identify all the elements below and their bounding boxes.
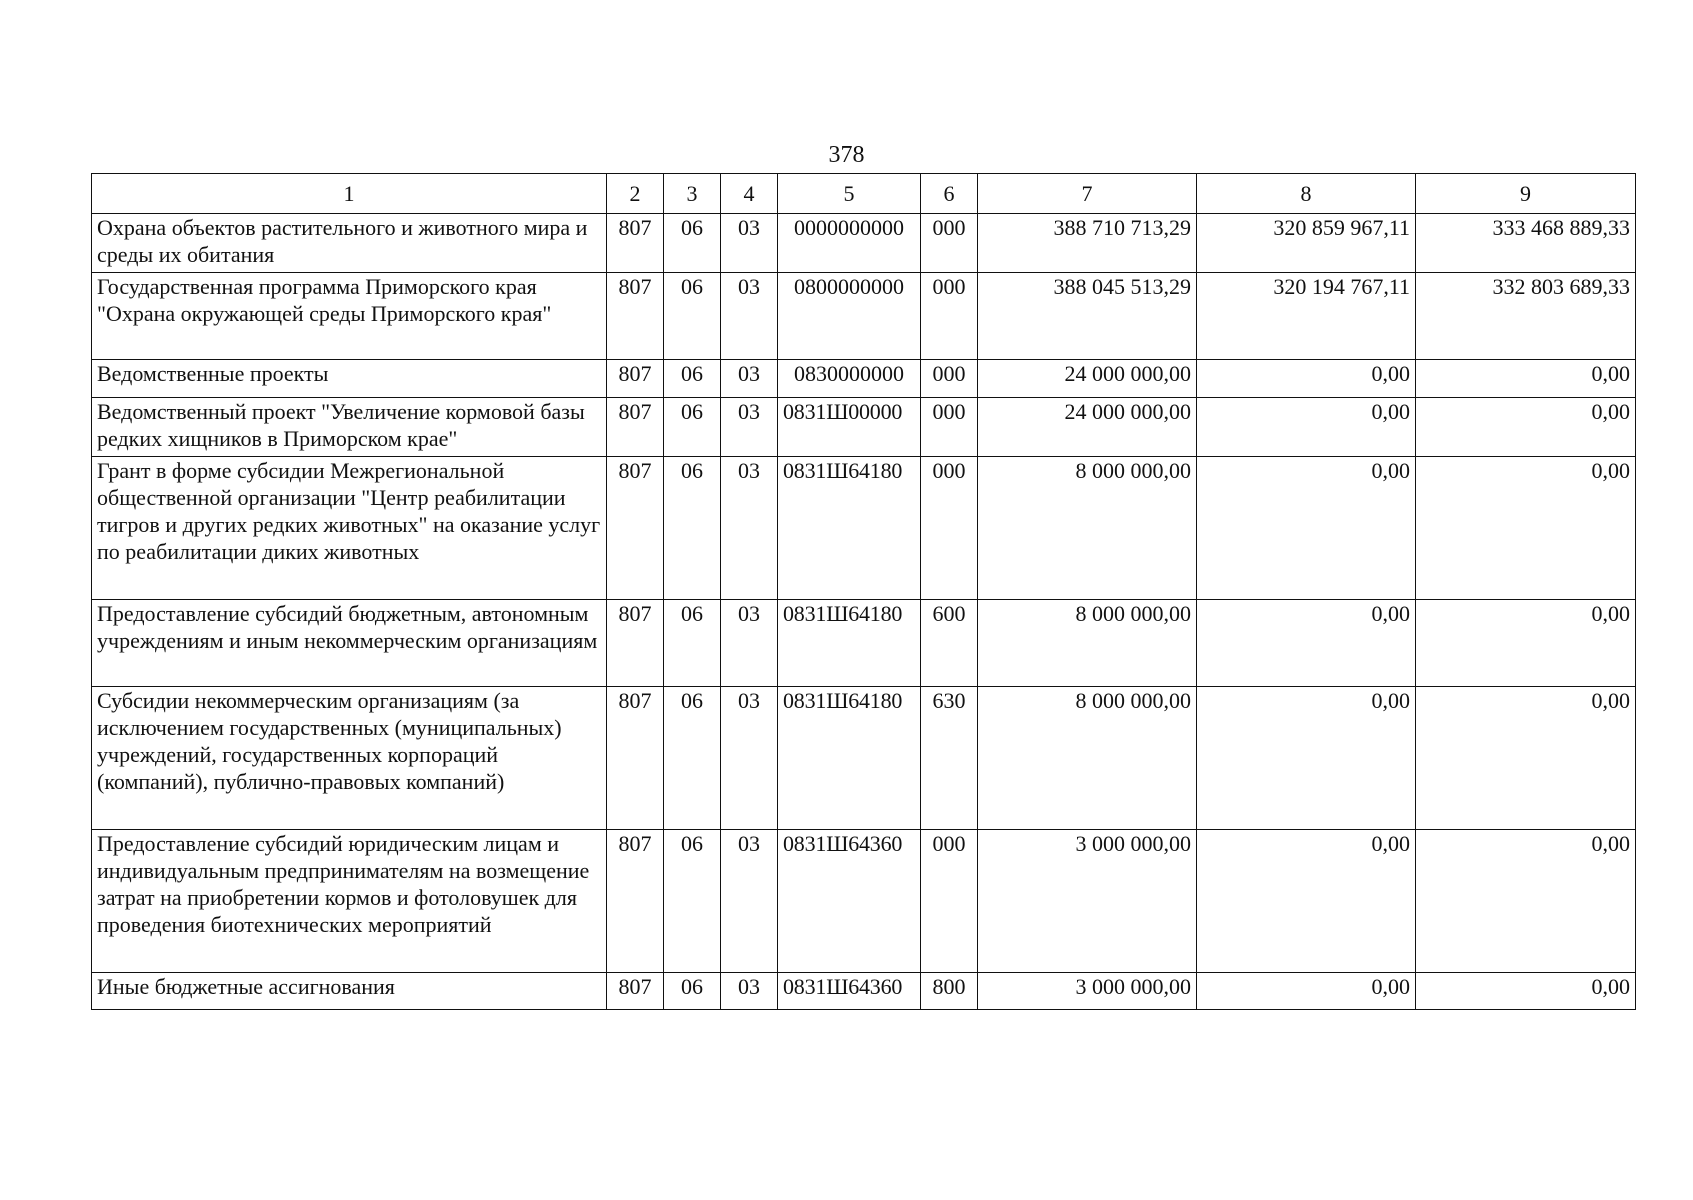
row-target-code: 0831Ш00000: [778, 398, 921, 457]
page-number: 378: [828, 142, 865, 168]
row-amount-col7: 8 000 000,00: [978, 457, 1197, 600]
row-amount-col7: 24 000 000,00: [978, 398, 1197, 457]
row-target-code: 0831Ш64360: [778, 973, 921, 1010]
row-name: Охрана объектов растительного и животного мира и среды их обитания: [92, 214, 607, 273]
row-name: Предоставление субсидий бюджетным, автономным учреждениям и иным некоммерческим организациям: [92, 600, 607, 687]
row-amount-col7: 3 000 000,00: [978, 973, 1197, 1010]
row-expense-type: 600: [921, 600, 978, 687]
row-target-code: 0000000000: [778, 214, 921, 273]
row-expense-type: 000: [921, 360, 978, 398]
row-section: 06: [664, 273, 721, 360]
row-amount-col9: 333 468 889,33: [1416, 214, 1636, 273]
table-row: [92, 830, 1636, 973]
budget-table: [91, 173, 1636, 1010]
row-amount-col9: 0,00: [1416, 360, 1636, 398]
row-subsection: 03: [721, 687, 778, 830]
row-target-code: 0831Ш64360: [778, 830, 921, 973]
row-section: 06: [664, 600, 721, 687]
row-amount-col7: 3 000 000,00: [978, 830, 1197, 973]
table-row: [92, 687, 1636, 830]
row-amount-col8: 0,00: [1197, 398, 1416, 457]
header-row: [92, 174, 1636, 214]
row-section: 06: [664, 214, 721, 273]
row-section: 06: [664, 973, 721, 1010]
table-row: [92, 273, 1636, 360]
row-name: Предоставление субсидий юридическим лицам и индивидуальным предпринимателям на возмещение затрат на приобретении кормов и фотоловушек для проведения биотехнических мероприятий: [92, 830, 607, 973]
row-amount-col8: 0,00: [1197, 457, 1416, 600]
row-section: 06: [664, 830, 721, 973]
row-name: Ведомственный проект "Увеличение кормовой базы редких хищников в Приморском крае": [92, 398, 607, 457]
table-row: [92, 457, 1636, 600]
row-amount-col9: 332 803 689,33: [1416, 273, 1636, 360]
row-section: 06: [664, 398, 721, 457]
row-amount-col9: 0,00: [1416, 830, 1636, 973]
row-expense-type: 000: [921, 273, 978, 360]
column-header: 8: [1197, 174, 1416, 214]
column-header: 1: [92, 174, 607, 214]
row-amount-col9: 0,00: [1416, 973, 1636, 1010]
table-row: [92, 973, 1636, 1010]
row-expense-type: 000: [921, 457, 978, 600]
row-amount-col8: 320 194 767,11: [1197, 273, 1416, 360]
row-subsection: 03: [721, 273, 778, 360]
row-amount-col8: 0,00: [1197, 360, 1416, 398]
table-row: [92, 600, 1636, 687]
table-row: [92, 214, 1636, 273]
row-target-code: 0830000000: [778, 360, 921, 398]
row-grbs: 807: [607, 830, 664, 973]
column-header: 3: [664, 174, 721, 214]
row-grbs: 807: [607, 398, 664, 457]
row-section: 06: [664, 687, 721, 830]
column-header: 5: [778, 174, 921, 214]
row-amount-col9: 0,00: [1416, 600, 1636, 687]
row-expense-type: 000: [921, 214, 978, 273]
row-name: Субсидии некоммерческим организациям (за исключением государственных (муниципальных) учреждений, государственных корпораций (компаний), публично-правовых компаний): [92, 687, 607, 830]
column-header: 4: [721, 174, 778, 214]
row-expense-type: 800: [921, 973, 978, 1010]
row-target-code: 0831Ш64180: [778, 457, 921, 600]
row-target-code: 0831Ш64180: [778, 600, 921, 687]
row-target-code: 0800000000: [778, 273, 921, 360]
row-subsection: 03: [721, 214, 778, 273]
row-grbs: 807: [607, 273, 664, 360]
row-amount-col8: 0,00: [1197, 830, 1416, 973]
row-amount-col8: 320 859 967,11: [1197, 214, 1416, 273]
row-subsection: 03: [721, 830, 778, 973]
row-name: Государственная программа Приморского края "Охрана окружающей среды Приморского края": [92, 273, 607, 360]
row-amount-col9: 0,00: [1416, 398, 1636, 457]
row-amount-col7: 24 000 000,00: [978, 360, 1197, 398]
table-row: [92, 360, 1636, 398]
row-grbs: 807: [607, 687, 664, 830]
row-amount-col7: 388 045 513,29: [978, 273, 1197, 360]
row-expense-type: 000: [921, 830, 978, 973]
row-grbs: 807: [607, 457, 664, 600]
column-header: 2: [607, 174, 664, 214]
row-name: Иные бюджетные ассигнования: [92, 973, 607, 1010]
row-section: 06: [664, 457, 721, 600]
row-subsection: 03: [721, 973, 778, 1010]
column-header: 7: [978, 174, 1197, 214]
row-subsection: 03: [721, 457, 778, 600]
row-target-code: 0831Ш64180: [778, 687, 921, 830]
row-grbs: 807: [607, 600, 664, 687]
row-subsection: 03: [721, 360, 778, 398]
row-amount-col9: 0,00: [1416, 457, 1636, 600]
row-grbs: 807: [607, 360, 664, 398]
row-name: Ведомственные проекты: [92, 360, 607, 398]
column-header: 6: [921, 174, 978, 214]
row-amount-col9: 0,00: [1416, 687, 1636, 830]
row-section: 06: [664, 360, 721, 398]
row-name: Грант в форме субсидии Межрегиональной общественной организации "Центр реабилитации тигров и других редких животных" на оказание услуг по реабилитации диких животных: [92, 457, 607, 600]
row-expense-type: 000: [921, 398, 978, 457]
row-amount-col8: 0,00: [1197, 687, 1416, 830]
row-amount-col7: 388 710 713,29: [978, 214, 1197, 273]
row-grbs: 807: [607, 214, 664, 273]
row-subsection: 03: [721, 600, 778, 687]
row-amount-col7: 8 000 000,00: [978, 687, 1197, 830]
column-header: 9: [1416, 174, 1636, 214]
row-amount-col8: 0,00: [1197, 973, 1416, 1010]
row-grbs: 807: [607, 973, 664, 1010]
row-subsection: 03: [721, 398, 778, 457]
row-amount-col8: 0,00: [1197, 600, 1416, 687]
table-row: [92, 398, 1636, 457]
row-amount-col7: 8 000 000,00: [978, 600, 1197, 687]
row-expense-type: 630: [921, 687, 978, 830]
